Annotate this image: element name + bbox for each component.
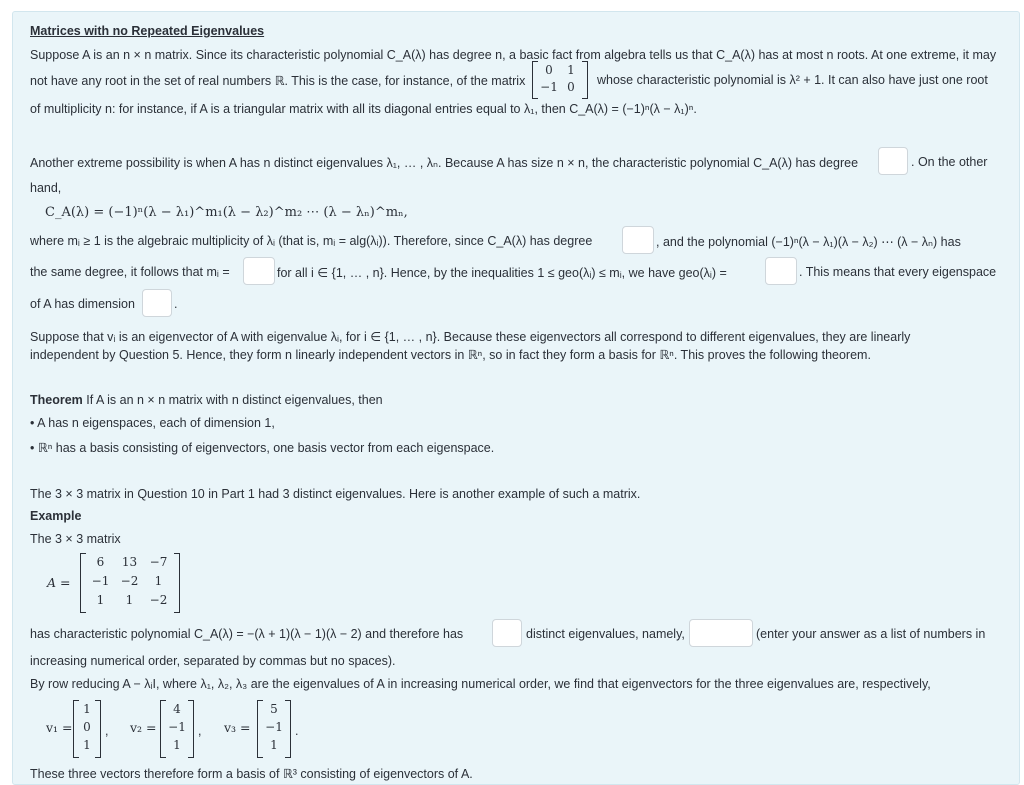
matrix-A bbox=[80, 553, 180, 613]
matrix-entry: −7 bbox=[149, 555, 168, 569]
p2-line1-end: . On the other bbox=[911, 155, 988, 169]
example-line1a: has characteristic polynomial C_A(λ) = −(λ + 1)(λ − 1)(λ − 2) and therefore has bbox=[30, 627, 464, 641]
v1-separator: , bbox=[105, 724, 109, 738]
degree-answer-box-1[interactable] bbox=[878, 147, 908, 175]
p3-line1: Suppose that vᵢ is an eigenvector of A with eigenvalue λᵢ, for i ∈ {1, … , n}. Because these eigenvectors all correspond to different eigenvalues, they are linearly bbox=[30, 330, 911, 344]
matrix-entry: 13 bbox=[121, 555, 138, 569]
matrix-entry: 1 bbox=[567, 63, 575, 77]
vector-entry: −1 bbox=[168, 720, 186, 734]
matrix-entry: −2 bbox=[149, 593, 168, 607]
matrix-entry: 0 bbox=[545, 63, 553, 77]
matrix-entry: −1 bbox=[540, 80, 558, 94]
p1-line2b: whose characteristic polynomial is λ² + 1. It can also have just one root bbox=[597, 73, 988, 87]
v2-separator: , bbox=[198, 724, 202, 738]
example-conclusion: These three vectors therefore form a basis of ℝ³ consisting of eigenvectors of A. bbox=[30, 767, 473, 781]
vector-entry: 5 bbox=[270, 702, 278, 716]
p2-line3b: , and the polynomial (−1)ⁿ(λ − λ₁)(λ − λ₂) ⋯ (λ − λₙ) has bbox=[656, 235, 961, 249]
v2-label: v₂ = bbox=[130, 720, 157, 735]
content-panel bbox=[12, 11, 1020, 785]
degree-answer-box-2[interactable] bbox=[622, 226, 654, 254]
p2-line5: of A has dimension bbox=[30, 297, 135, 311]
theorem-bullet-2: • ℝⁿ has a basis consisting of eigenvectors, one basis vector from each eigenspace. bbox=[30, 441, 495, 455]
eigenvalues-list-answer-box[interactable] bbox=[689, 619, 753, 647]
vector-entry: 0 bbox=[83, 720, 91, 734]
matrix-entry: 0 bbox=[567, 80, 575, 94]
char-poly-equation: C_A(λ) = (−1)ⁿ(λ − λ₁)^m₁(λ − λ₂)^m₂ ⋯ (λ − λₙ)^mₙ, bbox=[45, 205, 408, 220]
distinct-count-answer-box[interactable] bbox=[492, 619, 522, 647]
v1-label: v₁ = bbox=[46, 720, 73, 735]
vector-entry: 1 bbox=[83, 738, 91, 752]
p2-line5-end: . bbox=[174, 297, 178, 311]
p2-line4a: the same degree, it follows that mᵢ = bbox=[30, 265, 230, 279]
section-title: Matrices with no Repeated Eigenvalues bbox=[30, 24, 265, 38]
matrix-A-label: A = bbox=[47, 575, 71, 590]
p2-line4c: . This means that every eigenspace bbox=[799, 265, 997, 279]
dimension-answer-box[interactable] bbox=[142, 289, 172, 317]
example-line3: By row reducing A − λᵢI, where λ₁, λ₂, λ₃ are the eigenvalues of A in increasing numerical order, we find that eigenvectors for the three eigenvalues are, respectively, bbox=[30, 677, 931, 691]
example-label: Example bbox=[30, 509, 82, 523]
vector-entry: 4 bbox=[173, 702, 181, 716]
theorem-bullet-1: • A has n eigenspaces, each of dimension 1, bbox=[30, 416, 275, 430]
p1-line1: Suppose A is an n × n matrix. Since its characteristic polynomial C_A(λ) has degree n, a basic fact from algebra tells us that C_A(λ) has at most n roots. At one extreme, it may bbox=[30, 48, 997, 62]
example-line2: increasing numerical order, separated by commas but no spaces). bbox=[30, 654, 396, 668]
matrix-entry: 1 bbox=[96, 593, 105, 607]
v3-label: v₃ = bbox=[224, 720, 251, 735]
p2-line4b: for all i ∈ {1, … , n}. Hence, by the inequalities 1 ≤ geo(λᵢ) ≤ mᵢ, we have geo(λᵢ) = bbox=[277, 266, 727, 280]
theorem-label: Theorem bbox=[30, 393, 83, 407]
matrix-entry: 6 bbox=[96, 555, 105, 569]
matrix-entry: −2 bbox=[120, 574, 139, 588]
matrix-entry: 1 bbox=[125, 593, 134, 607]
p2-line1: Another extreme possibility is when A has n distinct eigenvalues λ₁, … , λₙ. Because A has size n × n, the characteristic polynomial C_A(λ) has degree bbox=[30, 156, 859, 170]
matrix-entry: −1 bbox=[91, 574, 110, 588]
p2-line2: hand, bbox=[30, 181, 62, 195]
v3-end: . bbox=[295, 724, 299, 738]
example-matrix-intro: The 3 × 3 matrix bbox=[30, 532, 121, 546]
eigenvector-v2 bbox=[160, 700, 194, 758]
eigenvector-v1 bbox=[73, 700, 101, 758]
example-intro: The 3 × 3 matrix in Question 10 in Part 1 had 3 distinct eigenvalues. Here is another example of such a matrix. bbox=[30, 487, 641, 501]
eigenvector-v3 bbox=[257, 700, 291, 758]
p1-line3: of multiplicity n: for instance, if A is a triangular matrix with all its diagonal entries equal to λ₁, then C_A(λ) = (−1)ⁿ(λ − λ₁)ⁿ. bbox=[30, 102, 697, 116]
theorem-text: If A is an n × n matrix with n distinct eigenvalues, then bbox=[86, 393, 383, 407]
vector-entry: 1 bbox=[270, 738, 278, 752]
matrix-entry: 1 bbox=[154, 574, 163, 588]
theorem-heading bbox=[30, 393, 383, 407]
vector-entry: −1 bbox=[265, 720, 283, 734]
example-line1b: distinct eigenvalues, namely, bbox=[526, 627, 685, 641]
example-2x2-matrix bbox=[532, 61, 588, 99]
p2-line3a: where mᵢ ≥ 1 is the algebraic multiplicity of λᵢ (that is, mᵢ = alg(λᵢ)). Therefore, since C_A(λ) has degree bbox=[30, 234, 593, 248]
multiplicity-answer-box[interactable] bbox=[243, 257, 275, 285]
vector-entry: 1 bbox=[83, 702, 91, 716]
example-line1c: (enter your answer as a list of numbers in bbox=[756, 627, 986, 641]
geo-answer-box[interactable] bbox=[765, 257, 797, 285]
p3-line2: independent by Question 5. Hence, they form n linearly independent vectors in ℝⁿ, so in fact they form a basis for ℝⁿ. This proves the following theorem. bbox=[30, 348, 871, 362]
vector-entry: 1 bbox=[173, 738, 181, 752]
p1-line2a: not have any root in the set of real numbers ℝ. This is the case, for instance, of the matrix bbox=[30, 74, 526, 88]
